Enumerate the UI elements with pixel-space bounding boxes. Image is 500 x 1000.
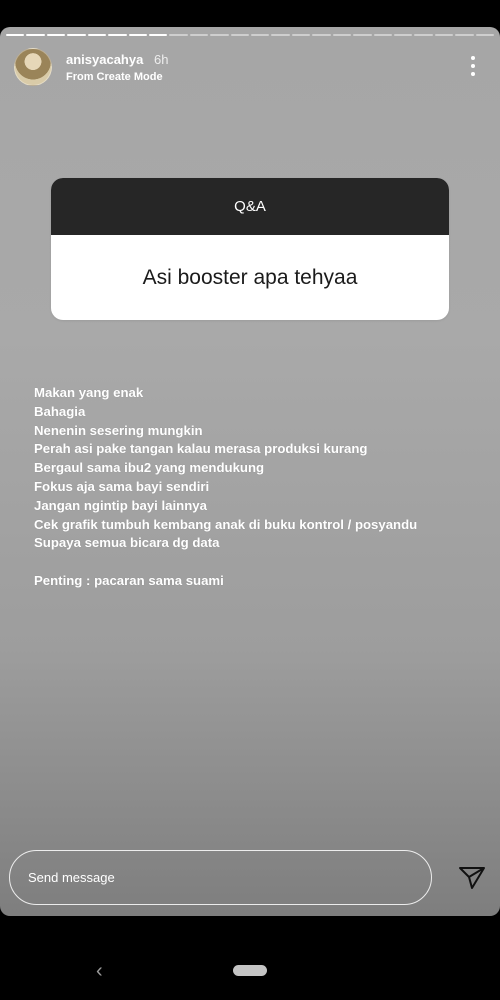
qa-title: Q&A bbox=[51, 178, 449, 235]
answer-line: Bahagia bbox=[34, 403, 86, 419]
answer-line: Jangan ngintip bayi lainnya bbox=[34, 497, 207, 513]
progress-segment bbox=[251, 34, 269, 36]
send-message-input[interactable] bbox=[9, 850, 432, 905]
progress-segment bbox=[47, 34, 65, 36]
answer-line: Nenenin sesering mungkin bbox=[34, 422, 203, 438]
progress-segment bbox=[6, 34, 24, 36]
answer-line: Supaya semua bicara dg data bbox=[34, 535, 220, 551]
progress-segment bbox=[149, 34, 167, 36]
important-note: Penting : pacaran sama suami bbox=[34, 572, 224, 588]
username[interactable]: anisyacahya bbox=[66, 52, 144, 67]
qa-sticker[interactable] bbox=[51, 178, 449, 320]
progress-segment bbox=[374, 34, 392, 36]
send-paper-plane-icon[interactable] bbox=[458, 865, 486, 891]
progress-segment bbox=[435, 34, 453, 36]
progress-segment bbox=[333, 34, 351, 36]
create-mode-label[interactable]: From Create Mode bbox=[66, 71, 163, 83]
answer-line: Perah asi pake tangan kalau merasa produksi kurang bbox=[34, 441, 368, 457]
progress-segment bbox=[88, 34, 106, 36]
send-message-placeholder: Send message bbox=[28, 870, 115, 885]
progress-segment bbox=[292, 34, 310, 36]
post-time: 6h bbox=[154, 52, 169, 67]
progress-segment bbox=[353, 34, 371, 36]
story-progress-bar bbox=[6, 34, 494, 37]
progress-segment bbox=[210, 34, 228, 36]
progress-segment bbox=[26, 34, 44, 36]
progress-segment bbox=[271, 34, 289, 36]
progress-segment bbox=[414, 34, 432, 36]
progress-segment bbox=[312, 34, 330, 36]
progress-segment bbox=[455, 34, 473, 36]
progress-segment bbox=[476, 34, 494, 36]
progress-segment bbox=[129, 34, 147, 36]
home-pill-icon[interactable] bbox=[233, 965, 267, 976]
more-vertical-icon[interactable] bbox=[470, 56, 476, 76]
answer-line: Cek grafik tumbuh kembang anak di buku kontrol / posyandu bbox=[34, 516, 418, 532]
answer-text bbox=[34, 384, 417, 591]
qa-question: Asi booster apa tehyaa bbox=[142, 265, 358, 289]
progress-segment bbox=[67, 34, 85, 36]
back-chevron-icon[interactable]: ‹ bbox=[96, 960, 103, 982]
progress-segment bbox=[190, 34, 208, 36]
answer-line: Bergaul sama ibu2 yang mendukung bbox=[34, 460, 265, 476]
story-header bbox=[14, 48, 486, 88]
progress-segment bbox=[231, 34, 249, 36]
blank-line bbox=[34, 553, 417, 572]
progress-segment bbox=[108, 34, 126, 36]
progress-segment bbox=[394, 34, 412, 36]
avatar[interactable] bbox=[14, 48, 52, 86]
system-navigation-bar bbox=[0, 916, 500, 1000]
answer-line: Makan yang enak bbox=[34, 385, 144, 400]
answer-line: Fokus aja sama bayi sendiri bbox=[34, 478, 210, 494]
progress-segment bbox=[169, 34, 187, 36]
story-viewer[interactable] bbox=[0, 27, 500, 916]
